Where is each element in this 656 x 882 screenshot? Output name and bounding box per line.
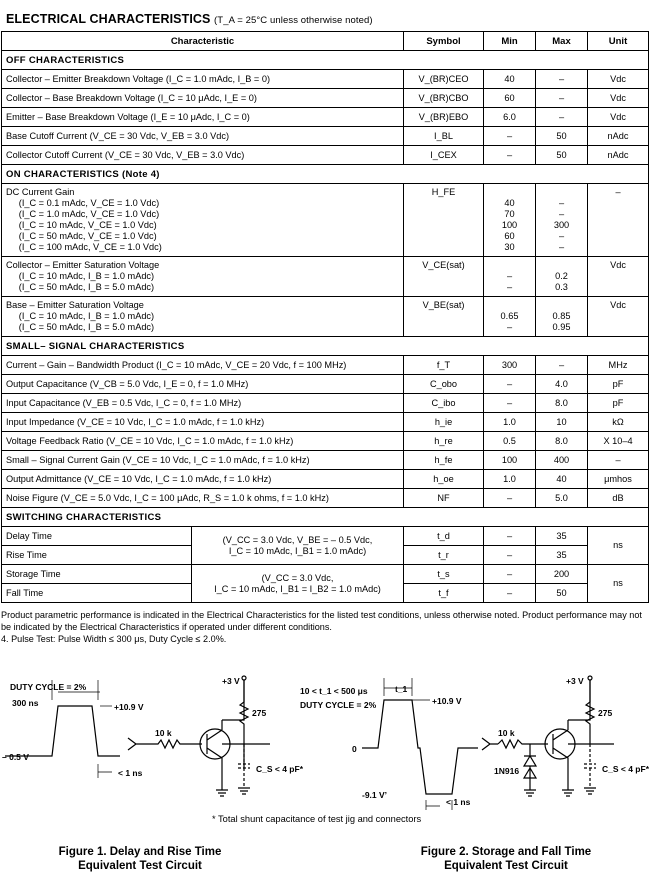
characteristic-cell: Base Cutoff Current (V_CE = 30 Vdc, V_EB = 3.0 Vdc) [2,127,404,146]
min-cell: 300 [484,356,536,375]
characteristic-cell: Collector – Base Breakdown Voltage (I_C = 10 μAdc, I_E = 0) [2,89,404,108]
fig1-edge-label: < 1 ns [118,768,143,778]
fig1-load-label: 275 [252,708,267,718]
unit-cell: Vdc [588,89,649,108]
symbol-cell: V_CE(sat) [404,257,484,297]
characteristic-cell: Small – Signal Current Gain (V_CE = 10 Vdc, I_C = 1.0 mAdc, f = 1.0 kHz) [2,451,404,470]
fig2-low-label: -9.1 V’ [362,790,388,800]
unit-cell: Vdc [588,257,649,297]
table-row [2,451,649,470]
symbol-cell: I_CEX [404,146,484,165]
fig2-t1-range-label: 10 < t_1 < 500 μs [300,686,368,696]
switching-row [2,565,649,584]
table-row [2,127,649,146]
section-heading: ON CHARACTERISTICS (Note 4) [2,165,649,184]
symbol-cell: t_d [404,527,484,546]
symbol-cell: h_re [404,432,484,451]
characteristic-cell: Emitter – Base Breakdown Voltage (I_E = 10 μAdc, I_C = 0) [2,108,404,127]
characteristic-cell: Fall Time [2,584,192,603]
footnote-disclaimer: Product parametric performance is indicated in the Electrical Characteristics for the listed test conditions, unless otherwise noted. Product performance may not be indicated by the Electrical Characteristics if operated under different conditions. [1,610,642,632]
header-unit: Unit [588,32,649,51]
fig2-t1-label: t_1 [395,684,408,694]
test-condition-cell: (V_CC = 3.0 Vdc, V_BE = – 0.5 Vdc, I_C = 10 mAdc, I_B1 = 1.0 mAdc) [192,527,404,565]
min-cell: 1.0 [484,470,536,489]
fig1-high-label: +10.9 V [114,702,144,712]
symbol-cell: h_oe [404,470,484,489]
unit-cell: pF [588,375,649,394]
unit-cell: Vdc [588,108,649,127]
unit-cell: MHz [588,356,649,375]
min-cell: – [484,489,536,508]
min-cell: – [484,546,536,565]
table-row [2,489,649,508]
max-cell: 35 [536,546,588,565]
max-cell: – [536,70,588,89]
shunt-capacitance-note: * Total shunt capacitance of test jig and connectors [212,814,422,824]
symbol-cell: t_r [404,546,484,565]
unit-cell: – [588,184,649,257]
page-title: ELECTRICAL CHARACTERISTICS (T_A = 25°C unless otherwise noted) [6,12,373,26]
table-row [2,470,649,489]
unit-cell: X 10–4 [588,432,649,451]
unit-cell: Vdc [588,297,649,337]
header-max: Max [536,32,588,51]
fig1-low-label: – 0.5 V [2,752,29,762]
figure-2-caption: Figure 2. Storage and Fall Time Equivalent Test Circuit [420,846,592,872]
symbol-cell: V_BE(sat) [404,297,484,337]
max-cell: 40 [536,470,588,489]
symbol-cell: V_(BR)EBO [404,108,484,127]
min-cell: – [484,394,536,413]
symbol-cell: C_obo [404,375,484,394]
section-row [2,165,649,184]
characteristic-cell: Current – Gain – Bandwidth Product (I_C = 10 mAdc, V_CE = 20 Vdc, f = 100 MHz) [2,356,404,375]
min-cell: – [484,127,536,146]
fig1-cs-label: C_S < 4 pF* [256,764,304,774]
electrical-characteristics-table [1,31,649,603]
table-row [2,70,649,89]
symbol-cell: h_fe [404,451,484,470]
min-cell: 0.5 [484,432,536,451]
min-cell: 0.65 – [484,297,536,337]
test-condition-cell: (V_CC = 3.0 Vdc, I_C = 10 mAdc, I_B1 = I_B2 = 1.0 mAdc) [192,565,404,603]
fig2-zero-label: 0 [352,744,357,754]
unit-cell: ns [588,527,649,565]
max-cell: 8.0 [536,432,588,451]
min-cell: – – [484,257,536,297]
max-cell: – [536,356,588,375]
min-cell: 6.0 [484,108,536,127]
max-cell: 0.85 0.95 [536,297,588,337]
switching-row [2,527,649,546]
fig2-edge-label: < 1 ns [446,797,471,807]
min-cell: – [484,527,536,546]
min-cell: – [484,375,536,394]
fig2-cs-label: C_S < 4 pF* [602,764,650,774]
fig1-width-label: 300 ns [12,698,39,708]
symbol-cell: t_f [404,584,484,603]
characteristic-cell: Output Admittance (V_CE = 10 Vdc, I_C = 1.0 mAdc, f = 1.0 kHz) [2,470,404,489]
min-cell: 60 [484,89,536,108]
header-min: Min [484,32,536,51]
min-cell: – [484,584,536,603]
fig1-duty-label: DUTY CYCLE = 2% [10,682,87,692]
section-heading: SMALL– SIGNAL CHARACTERISTICS [2,337,649,356]
characteristic-cell: Rise Time [2,546,192,565]
section-row [2,337,649,356]
characteristic-cell: Collector Cutoff Current (V_CE = 30 Vdc, V_EB = 3.0 Vdc) [2,146,404,165]
symbol-cell: C_ibo [404,394,484,413]
test-circuit-figures [0,660,656,835]
symbol-cell: h_ie [404,413,484,432]
max-cell: 50 [536,146,588,165]
characteristic-cell: Collector – Emitter Saturation Voltage (I_C = 10 mAdc, I_B = 1.0 mAdc) (I_C = 50 mAdc, I_B = 5.0 mAdc) [2,257,404,297]
min-cell: – [484,565,536,584]
max-cell: – [536,108,588,127]
symbol-cell: V_(BR)CEO [404,70,484,89]
section-row [2,51,649,70]
characteristic-cell: Voltage Feedback Ratio (V_CE = 10 Vdc, I_C = 1.0 mAdc, f = 1.0 kHz) [2,432,404,451]
characteristic-cell: Collector – Emitter Breakdown Voltage (I_C = 1.0 mAdc, I_B = 0) [2,70,404,89]
figure-1-caption: Figure 1. Delay and Rise Time Equivalent Test Circuit [58,846,222,872]
header-symbol: Symbol [404,32,484,51]
unit-cell: μmhos [588,470,649,489]
max-cell: 10 [536,413,588,432]
section-row [2,508,649,527]
min-cell: 40 [484,70,536,89]
symbol-cell: NF [404,489,484,508]
characteristic-cell: Noise Figure (V_CE = 5.0 Vdc, I_C = 100 μAdc, R_S = 1.0 k ohms, f = 1.0 kHz) [2,489,404,508]
max-cell: 200 [536,565,588,584]
unit-cell: Vdc [588,70,649,89]
fig2-vcc-label: +3 V [566,676,584,686]
max-cell: 50 [536,127,588,146]
symbol-cell: t_s [404,565,484,584]
unit-cell: – [588,451,649,470]
fig2-res-label: 10 k [498,728,515,738]
max-cell: 8.0 [536,394,588,413]
symbol-cell: H_FE [404,184,484,257]
max-cell: 0.2 0.3 [536,257,588,297]
table-row [2,146,649,165]
table-row [2,394,649,413]
max-cell: – [536,89,588,108]
characteristic-cell: Input Impedance (V_CE = 10 Vdc, I_C = 1.0 mAdc, f = 1.0 kHz) [2,413,404,432]
table-row [2,184,649,257]
footnotes [1,609,651,645]
unit-cell: kΩ [588,413,649,432]
fig2-diode-label: 1N916 [494,766,520,776]
characteristic-cell: DC Current Gain (I_C = 0.1 mAdc, V_CE = 1.0 Vdc) (I_C = 1.0 mAdc, V_CE = 1.0 Vdc) (I_C = 10 mAdc, V_CE = 1.0 Vdc) (I_C = 50 mAdc, V_CE = 1.0 Vdc) (I_C = 100 mAdc, V_CE = 1.0 Vdc) [2,184,404,257]
unit-cell: nAdc [588,127,649,146]
fig2-duty-label: DUTY CYCLE = 2% [300,700,377,710]
characteristic-cell: Output Capacitance (V_CB = 5.0 Vdc, I_E = 0, f = 1.0 MHz) [2,375,404,394]
fig2-high-label: +10.9 V [432,696,462,706]
characteristic-cell: Delay Time [2,527,192,546]
max-cell: 35 [536,527,588,546]
table-row [2,356,649,375]
section-heading: OFF CHARACTERISTICS [2,51,649,70]
max-cell: 4.0 [536,375,588,394]
symbol-cell: I_BL [404,127,484,146]
table-row [2,297,649,337]
unit-cell: dB [588,489,649,508]
max-cell: – – 300 – – [536,184,588,257]
characteristic-cell: Input Capacitance (V_EB = 0.5 Vdc, I_C = 0, f = 1.0 MHz) [2,394,404,413]
characteristic-cell: Storage Time [2,565,192,584]
min-cell: – [484,146,536,165]
section-heading: SWITCHING CHARACTERISTICS [2,508,649,527]
unit-cell: pF [588,394,649,413]
fig1-res-label: 10 k [155,728,172,738]
table-row [2,108,649,127]
table-row [2,257,649,297]
max-cell: 400 [536,451,588,470]
table-row [2,375,649,394]
header-characteristic: Characteristic [2,32,404,51]
symbol-cell: V_(BR)CBO [404,89,484,108]
max-cell: 5.0 [536,489,588,508]
unit-cell: ns [588,565,649,603]
fig1-vcc-label: +3 V [222,676,240,686]
min-cell: 100 [484,451,536,470]
max-cell: 50 [536,584,588,603]
table-row [2,432,649,451]
unit-cell: nAdc [588,146,649,165]
table-header-row [2,32,649,51]
fig2-load-label: 275 [598,708,613,718]
symbol-cell: f_T [404,356,484,375]
title-condition: (T_A = 25°C unless otherwise noted) [214,15,373,26]
characteristic-cell: Base – Emitter Saturation Voltage (I_C = 10 mAdc, I_B = 1.0 mAdc) (I_C = 50 mAdc, I_B = 5.0 mAdc) [2,297,404,337]
table-row [2,413,649,432]
min-cell: 40 70 100 60 30 [484,184,536,257]
footnote-pulse-test: 4. Pulse Test: Pulse Width ≤ 300 μs, Duty Cycle ≤ 2.0%. [1,634,227,644]
min-cell: 1.0 [484,413,536,432]
table-row [2,89,649,108]
